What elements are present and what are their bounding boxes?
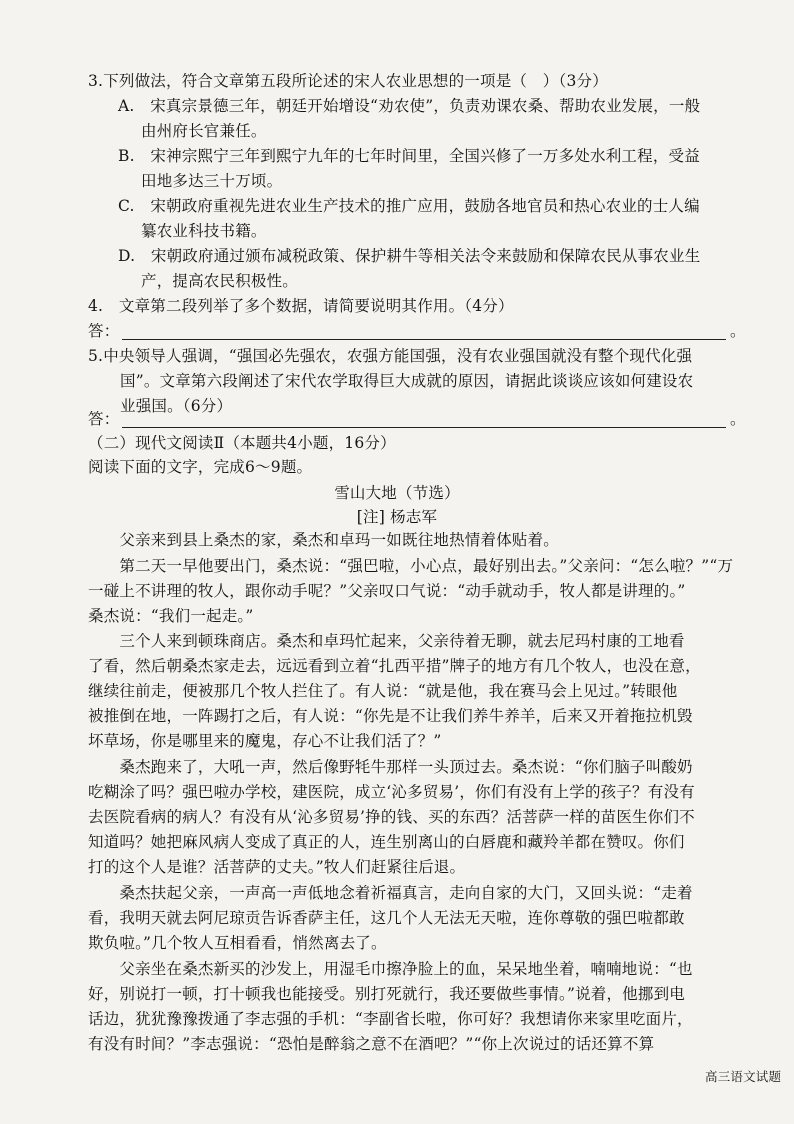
article-line: 吃糊涂了吗？强巴啦办学校，建医院，成立‘沁多贸易’，你们有没有上学的孩子？有没有 — [88, 783, 695, 801]
question-3-option-c: C. 宋朝政府重视先进农业生产技术的推广应用，鼓励各地官员和热心农业的士人编 — [118, 197, 700, 215]
question-3-option-a: A. 宋真宗景德三年，朝廷开始增设“劝农使”，负责劝课农桑、帮助农业发展，一般 — [118, 97, 701, 115]
question-3-option-a-cont: 由州府长官兼任。 — [141, 122, 267, 140]
section-heading: （二）现代文阅读Ⅱ（本题共4小题，16分） — [88, 434, 396, 452]
article-line: 好，别说打一顿，打十顿我也能接受。别打死就行，我还要做些事情。”说着，他挪到电 — [88, 985, 685, 1003]
question-4-answer-line[interactable] — [122, 339, 726, 340]
article-line: 一碰上不讲理的牧人，跟你动手呢？”父亲叹口气说：“动手就动手，牧人都是讲理的。” — [88, 582, 686, 600]
question-3-option-c-cont: 纂农业科技书籍。 — [141, 222, 267, 240]
article-line: 了看，然后朝桑杰家走去，远远看到立着“扎西平措”牌子的地方有几个牧人，也没在意， — [88, 657, 701, 675]
article-title: 雪山大地（节选） — [334, 484, 460, 502]
article-line: 父亲来到县上桑杰的家，桑杰和卓玛一如既往地热情着体贴着。 — [88, 531, 560, 549]
article-line: 三个人来到顿珠商店。桑杰和卓玛忙起来，父亲待着无聊，就去尼玛村康的工地看 — [88, 632, 685, 650]
question-5-answer-line[interactable] — [122, 427, 726, 428]
article-line: 桑杰说：“我们一起走。” — [88, 607, 254, 625]
article-line: 欺负啦。”几个牧人互相看看，悄然离去了。 — [88, 934, 387, 952]
question-3-option-b: B. 宋神宗熙宁三年到熙宁九年的七年时间里，全国兴修了一万多处水利工程，受益 — [118, 147, 700, 165]
article-line: 父亲坐在桑杰新买的沙发上，用湿毛巾擦净脸上的血，呆呆地坐着，喃喃地说：“也 — [88, 960, 693, 978]
question-4-answer-label: 答： — [88, 322, 120, 340]
article-line: 第二天一早他要出门，桑杰说：“强巴啦，小心点，最好别出去。”父亲问：“怎么啦？”“万 — [88, 557, 734, 575]
question-3-stem: 3.下列做法，符合文章第五段所论述的宋人农业思想的一项是（ ）（3分） — [88, 72, 608, 90]
question-3-option-d: D. 宋朝政府通过颁布减税政策、保护耕牛等相关法令来鼓励和保障农民从事农业生 — [118, 247, 701, 265]
article-line: 坏草场，你是哪里来的魔鬼，存心不让我们活了？” — [88, 732, 442, 750]
question-5-stem: 5.中央领导人强调，“强国必先强农，农强方能国强，没有农业强国就没有整个现代化强 — [88, 347, 693, 365]
question-4-answer-period: 。 — [730, 322, 746, 340]
question-5-answer-label: 答： — [88, 410, 120, 428]
article-line: 去医院看病的病人？有没有从‘沁多贸易’挣的钱、买的东西？活菩萨一样的苗医生你们不 — [88, 808, 695, 826]
article-line: 桑杰跑来了，大吼一声，然后像野牦牛那样一头顶过去。桑杰说：“你们脑子叫酸奶 — [88, 758, 693, 776]
footer-label: 高三语文试题 — [705, 1069, 782, 1084]
article-line: 桑杰扶起父亲，一声高一声低地念着祈福真言，走向自家的大门，又回头说：“走着 — [88, 884, 693, 902]
question-3-option-b-cont: 田地多达三十万顷。 — [141, 172, 283, 190]
article-author: [注] 杨志军 — [356, 508, 438, 526]
question-3-option-d-cont: 产，提高农民积极性。 — [141, 272, 299, 290]
section-instruction: 阅读下面的文字，完成6～9题。 — [88, 458, 313, 476]
article-line: 话边，犹犹豫豫拨通了李志强的手机：“李副省长啦，你可好？我想请你来家里吃面片， — [88, 1010, 693, 1028]
article-line: 知道吗？她把麻风病人变成了真正的人，连生别离山的白唇鹿和藏羚羊都在赞叹。你们 — [88, 833, 685, 851]
article-line: 打的这个人是谁？活菩萨的丈夫。”牧人们赶紧往后退。 — [88, 858, 466, 876]
article-line: 看，我明天就去阿尼琼贡告诉香萨主任，这几个人无法无天啦，连你尊敬的强巴啦都敢 — [88, 909, 685, 927]
question-5-stem-cont: 国”。文章第六段阐述了宋代农学取得巨大成就的原因，请据此谈谈应该如何建设农 — [120, 372, 694, 390]
article-line: 有没有时间？”李志强说：“恐怕是醉翁之意不在酒吧？”“你上次说过的话还算不算 — [88, 1035, 655, 1053]
question-5-stem-cont-2: 业强国。（6分） — [120, 397, 233, 415]
article-line: 被推倒在地，一阵踢打之后，有人说：“你先是不让我们养牛养羊，后来又开着拖拉机毁 — [88, 707, 693, 725]
question-4-stem: 4. 文章第二段列举了多个数据，请简要说明其作用。（4分） — [88, 297, 514, 315]
question-5-answer-period: 。 — [730, 410, 746, 428]
article-line: 继续往前走，便被那几个牧人拦住了。有人说：“就是他，我在赛马会上见过。”转眼他 — [88, 682, 678, 700]
